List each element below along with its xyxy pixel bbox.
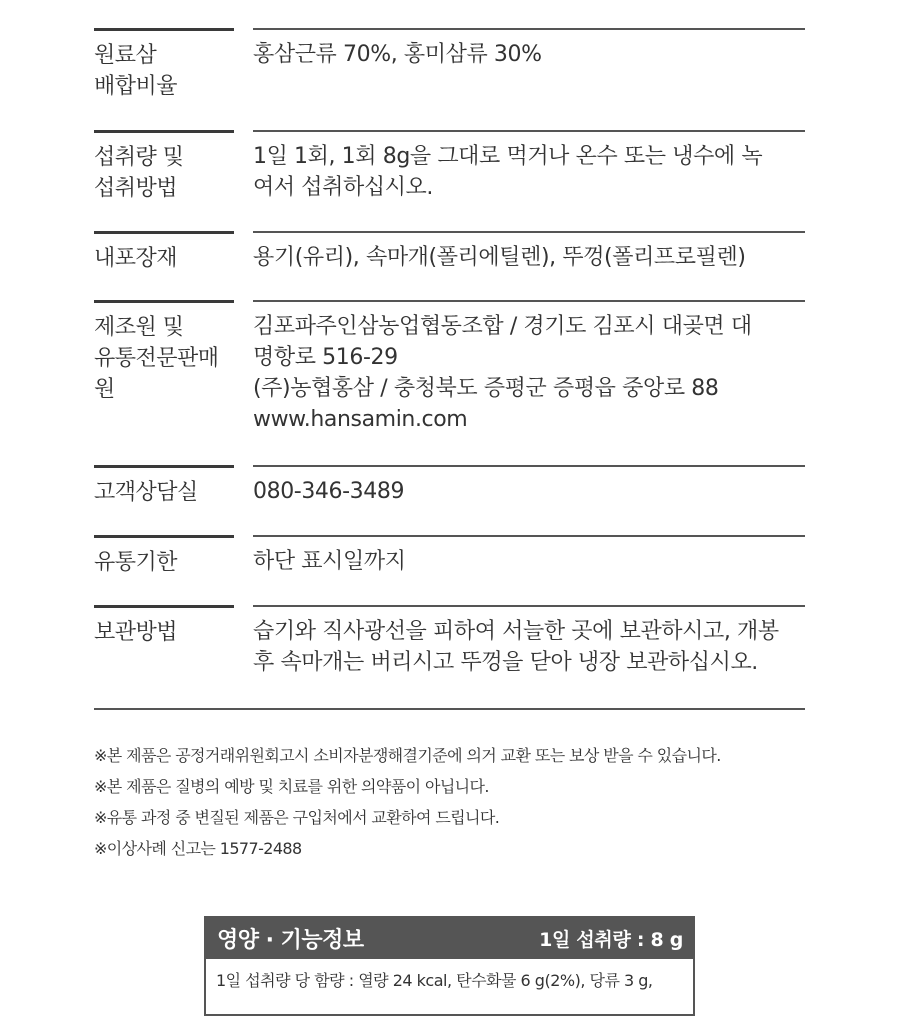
spec-value-line: 후 속마개는 버리시고 뚜껑을 닫아 냉장 보관하십시오. [253,650,758,675]
nutrition-facts-box [204,916,695,1016]
spec-row-storage [94,605,805,709]
spec-row-ingredient-ratio [94,28,805,130]
notice-item: ※본 제품은 공정거래위원회고시 소비자분쟁해결기준에 의거 교환 또는 보상 받을 수 있습니다. [94,746,721,765]
spec-label-line: 섭취방법 [94,176,178,201]
spec-value-line: 명항로 516-29 [253,345,398,370]
spec-value-line: 하단 표시일까지 [253,549,406,574]
spec-value-line: (주)농협홍삼 / 충청북도 증평군 증평읍 중앙로 88 [253,376,719,401]
spec-value [253,300,805,465]
spec-value [253,231,805,300]
spec-row-manufacturer [94,300,805,465]
spec-label [94,605,234,709]
spec-row-packaging [94,231,805,300]
spec-label [94,465,234,535]
spec-value [253,465,805,535]
nutrition-serving-size: 1일 섭취량 : 8 g [539,929,683,951]
spec-value-line: 용기(유리), 속마개(폴리에틸렌), 뚜껑(폴리프로필렌) [253,245,746,270]
spec-value [253,535,805,605]
notice-item: ※본 제품은 질병의 예방 및 치료를 위한 의약품이 아닙니다. [94,777,489,796]
spec-label-line: 유통기한 [94,550,178,575]
spec-value [253,605,805,709]
spec-label [94,28,234,130]
spec-value [253,28,805,130]
spec-label-line: 내포장재 [94,246,178,271]
product-spec-table [94,28,805,709]
spec-value-line: 여서 섭취하십시오. [253,175,434,200]
spec-row-expiry [94,535,805,605]
spec-label-line: 고객상담실 [94,480,198,505]
spec-row-customer-service [94,465,805,535]
spec-label-line: 제조원 및 [94,315,184,340]
spec-label-line: 보관방법 [94,620,178,645]
nutrition-content-line: 1일 섭취량 당 함량 : 열량 24 kcal, 탄수화물 6 g(2%), 당류 3 g, [216,971,653,990]
spec-value-line: 김포파주인삼농업협동조합 / 경기도 김포시 대곶면 대 [253,314,752,339]
spec-label-line: 섭취량 및 [94,145,184,170]
phone-number: 080-346-3489 [253,479,405,504]
spec-value-line: 습기와 직사광선을 피하여 서늘한 곳에 보관하시고, 개봉 [253,619,779,644]
website-link[interactable]: www.hansamin.com [253,407,468,432]
notice-item: ※유통 과정 중 변질된 제품은 구입처에서 교환하여 드립니다. [94,808,500,827]
nutrition-content [206,959,693,994]
nutrition-header [206,918,693,959]
notice-item: ※이상사례 신고는 1577-2488 [94,839,302,858]
spec-label-line: 배합비율 [94,74,178,99]
spec-label [94,535,234,605]
spec-label [94,231,234,300]
notice-list [94,740,814,864]
nutrition-title: 영양 · 기능정보 [217,928,364,953]
spec-value [253,130,805,231]
spec-label-line: 유통전문판매원 [94,346,219,402]
spec-label [94,300,234,465]
spec-label-line: 원료삼 [94,43,157,68]
spec-label [94,130,234,231]
spec-value-line: 1일 1회, 1회 8g을 그대로 먹거나 온수 또는 냉수에 녹 [253,144,763,169]
spec-value-line: 홍삼근류 70%, 홍미삼류 30% [253,42,542,67]
spec-row-intake [94,130,805,231]
table-bottom-divider [94,708,805,710]
